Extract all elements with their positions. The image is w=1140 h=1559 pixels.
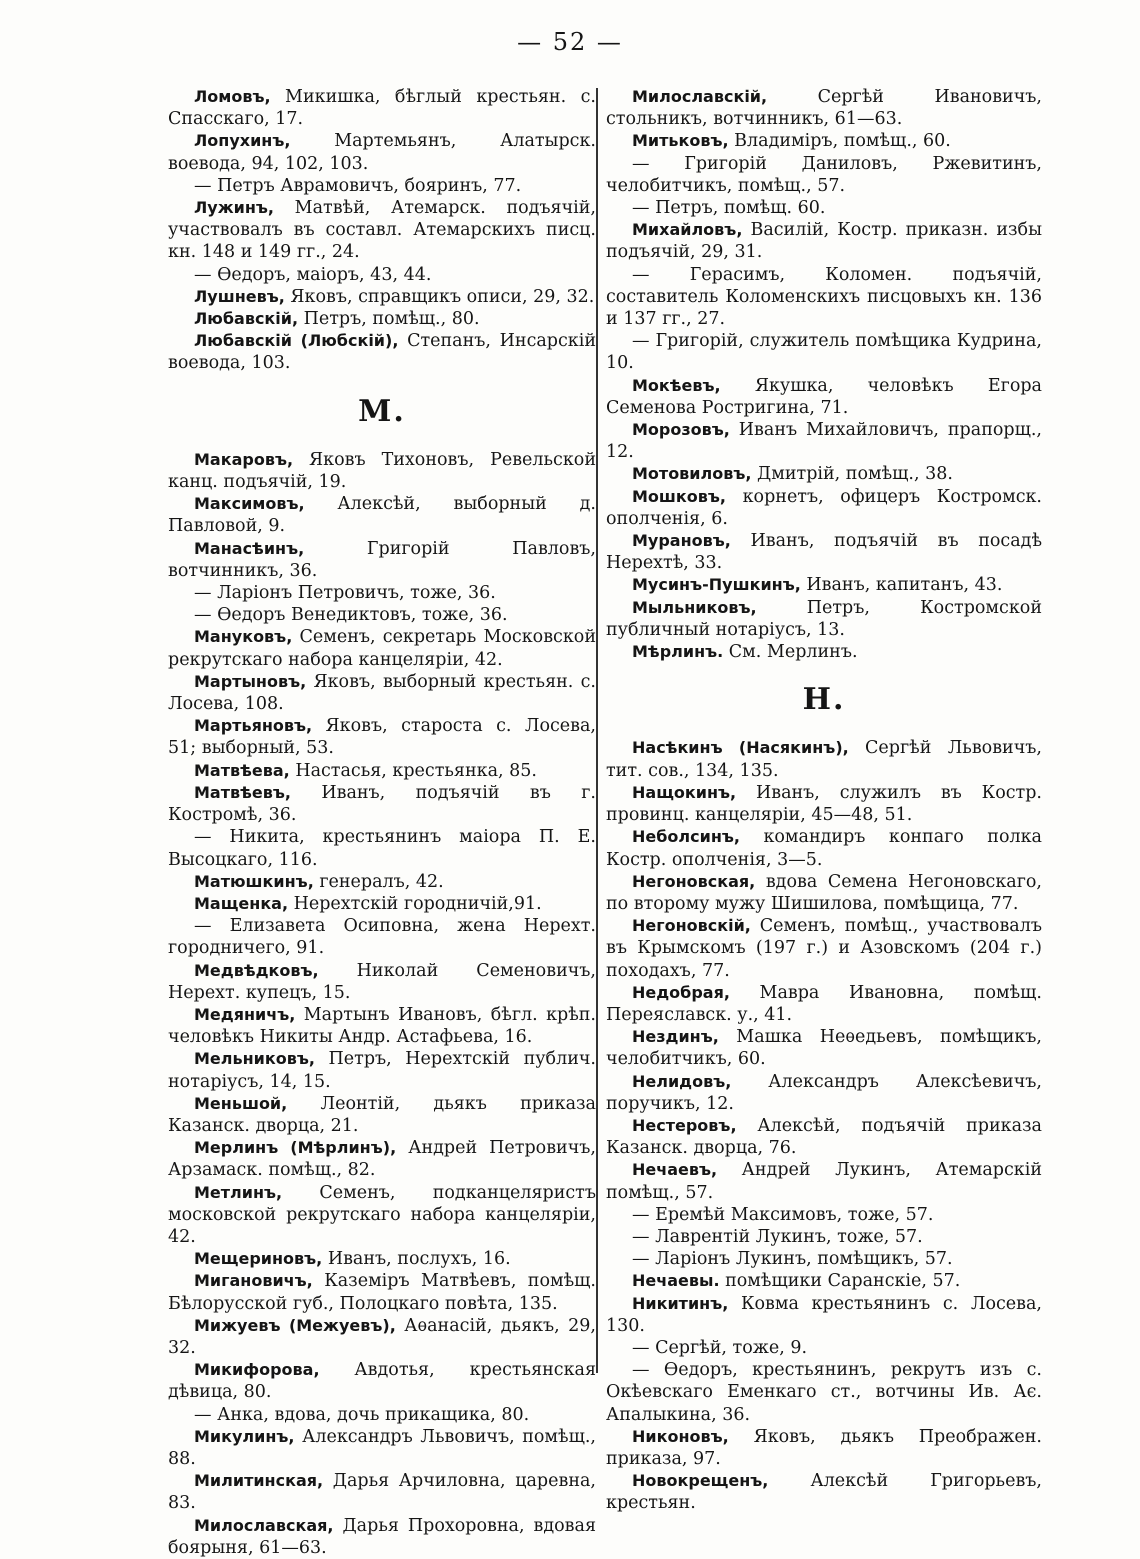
- index-entry: [168, 86, 596, 130]
- index-entry: [606, 486, 1042, 530]
- index-entry: [606, 1426, 1042, 1470]
- entry-text: Александръ Львовичъ, помѣщ., 88.: [168, 1426, 596, 1469]
- entry-text: Андрей Лукинъ, Атемарскій помѣщ., 57.: [606, 1160, 1042, 1203]
- entry-text: Дарья Арчиловна, царевна, 83.: [168, 1471, 596, 1514]
- entry-name: Лужинъ,: [194, 198, 275, 218]
- index-entry: [168, 1515, 596, 1559]
- index-entry: [168, 197, 596, 264]
- entry-name: Мусинъ-Пушкинъ,: [632, 575, 801, 595]
- entry-text: — Григорій Даниловъ, Ржевитинъ, челобитчикъ, помѣщ., 57.: [606, 153, 1042, 196]
- entry-name: Максимовъ,: [194, 494, 305, 514]
- index-entry: [606, 915, 1042, 982]
- entry-text: Алексѣй, подъячій приказа Казанск. дворца, 76.: [606, 1115, 1042, 1159]
- entry-text: Иванъ, послухъ, 16.: [322, 1249, 511, 1270]
- index-entry: [168, 1048, 596, 1092]
- entry-name: Матвѣевъ,: [194, 782, 291, 802]
- index-entry: [606, 463, 1042, 485]
- entry-name: Нелидовъ,: [632, 1071, 732, 1091]
- right-column: [606, 86, 1042, 1515]
- index-entry: [168, 1404, 596, 1426]
- letter-heading-m: М.: [358, 393, 406, 429]
- entry-text: Яковъ, староста с. Лосева, 51; выборный, 53.: [168, 716, 596, 759]
- index-entry: [168, 1137, 596, 1181]
- index-entry: [606, 219, 1042, 263]
- entry-text: Аѳанасій, дьякъ, 29, 32.: [168, 1315, 596, 1358]
- entry-name: Лушневъ,: [194, 286, 285, 306]
- entry-name: Насѣкинъ (Насякинъ),: [632, 738, 849, 758]
- entry-text: — Елизавета Осиповна, жена Нерехт. городничего, 91.: [168, 916, 596, 959]
- entry-name: Новокрещенъ,: [632, 1471, 769, 1491]
- entry-text: Сергѣй Ивановичъ, стольникъ, вотчинникъ, 61—63.: [606, 87, 1042, 130]
- index-entry: [606, 419, 1042, 463]
- entry-name: Мащенка,: [194, 893, 289, 913]
- entry-text: Авдотья, крестьянская дѣвица, 80.: [168, 1360, 596, 1403]
- entry-text: Семенъ, помѣщ., участвовалъ въ Крымскомъ (197 г.) и Азовскомъ (204 г.) походахъ, 77.: [606, 916, 1042, 981]
- entry-name: Мурановъ,: [632, 531, 731, 551]
- entry-name: Неболсинъ,: [632, 827, 740, 847]
- entry-text: — Сергѣй, тоже, 9.: [632, 1337, 808, 1358]
- entry-text: Мартынъ Ивановъ, бѣгл. крѣп. человѣкъ Никиты Андр. Астафьева, 16.: [168, 1004, 596, 1048]
- entry-text: Андрей Петровичъ, Арзамаск. помѣщ., 82.: [168, 1138, 596, 1181]
- entry-text: Мартемьянъ, Алатырск. воевода, 94, 102, 103.: [168, 131, 596, 174]
- index-entry: [606, 1115, 1042, 1159]
- entry-name: Матюшкинъ,: [194, 871, 314, 891]
- entry-text: Ковма крестьянинъ с. Лосева, 130.: [606, 1293, 1042, 1336]
- index-entry: [168, 130, 596, 174]
- index-entry: [168, 286, 596, 308]
- index-entry: [168, 1315, 596, 1359]
- entry-text: Иванъ, подъячій въ г. Костромѣ, 36.: [168, 782, 596, 826]
- entry-name: Нащокинъ,: [632, 782, 737, 802]
- entry-text: — Никита, крестьянинъ маіора П. Е. Высоцкаго, 116.: [168, 827, 596, 870]
- index-entry: [168, 1093, 596, 1137]
- entry-text: — Еремѣй Максимовъ, тоже, 57.: [632, 1204, 934, 1225]
- entry-text: Мавра Ивановна, помѣщ. Переяславск. у., 41.: [606, 982, 1042, 1025]
- index-entry: [606, 86, 1042, 130]
- index-entry: [168, 893, 596, 915]
- index-entry: [606, 574, 1042, 596]
- left-entries-group-1: [168, 86, 596, 375]
- entry-name: Медяничъ,: [194, 1004, 296, 1024]
- index-entry: [606, 1359, 1042, 1426]
- entry-name: Ломовъ,: [194, 87, 271, 106]
- index-entry: [606, 826, 1042, 870]
- entry-text: Владиміръ, помѣщ., 60.: [728, 131, 951, 152]
- entry-text: Степанъ, Инсарскій воевода, 103.: [168, 331, 597, 374]
- entry-text: Алексѣй Григорьевъ, крестьян.: [606, 1471, 1042, 1514]
- entry-text: генералъ, 42.: [313, 871, 444, 892]
- entry-name: Меньшой,: [194, 1093, 288, 1113]
- entry-name: Любавскій,: [194, 309, 299, 329]
- index-entry: [168, 915, 596, 959]
- entry-name: Микулинъ,: [194, 1426, 295, 1446]
- entry-text: Леонтій, дьякъ приказа Казанск. дворца, 21.: [168, 1093, 596, 1136]
- entry-text: — Ларіонъ Лукинъ, помѣщикъ, 57.: [632, 1249, 953, 1270]
- entry-name: Метлинъ,: [194, 1182, 283, 1202]
- index-entry: [606, 1470, 1042, 1514]
- index-entry: [606, 264, 1042, 331]
- entry-text: — Ѳедоръ Венедиктовъ, тоже, 36.: [194, 605, 508, 626]
- index-entry: [168, 582, 596, 604]
- entry-name: Мотовиловъ,: [632, 464, 752, 484]
- entry-name: Милославскій,: [632, 87, 768, 106]
- entry-text: — Ѳедоръ, маіоръ, 43, 44.: [194, 264, 432, 285]
- index-entry: [606, 1293, 1042, 1337]
- index-entry: [606, 130, 1042, 152]
- entry-text: — Григорій, служитель помѣщика Кудрина, 10.: [606, 331, 1042, 374]
- entry-name: Любавскій (Любскій),: [194, 331, 399, 351]
- entry-name: Михайловъ,: [632, 220, 743, 240]
- entry-text: Сергѣй Львовичъ, тит. сов., 134, 135.: [606, 738, 1042, 781]
- entry-text: — Петръ Аврамовичъ, бояринъ, 77.: [194, 175, 522, 196]
- entry-text: См. Мерлинъ.: [723, 642, 858, 663]
- index-entry: [606, 1226, 1042, 1248]
- entry-text: — Герасимъ, Коломен. подъячій, составитель Коломенскихъ писцовыхъ кн. 136 и 137 гг., 27.: [606, 264, 1042, 330]
- entry-text: Машка Неѳедьевъ, помѣщикъ, челобитчикъ, 60.: [606, 1027, 1042, 1070]
- entry-name: Мануковъ,: [194, 627, 293, 647]
- entry-text: — Лаврентій Лукинъ, тоже, 57.: [632, 1226, 923, 1247]
- entry-text: Иванъ Михайловичъ, прапорщ., 12.: [606, 420, 1042, 463]
- entry-text: Настасья, крестьянка, 85.: [289, 760, 537, 781]
- index-entry: [606, 737, 1042, 781]
- entry-text: Иванъ, капитанъ, 43.: [800, 575, 1003, 596]
- index-entry: [168, 671, 596, 715]
- entry-text: Яковъ, выборный крестьян. с. Лосева, 108.: [168, 671, 596, 715]
- left-column: [168, 86, 596, 1559]
- entry-name: Матвѣева,: [194, 760, 290, 780]
- entry-name: Морозовъ,: [632, 420, 730, 440]
- index-entry: [168, 826, 596, 870]
- entry-name: Милитинская,: [194, 1471, 324, 1491]
- entry-name: Мерлинъ (Мѣрлинъ),: [194, 1138, 397, 1158]
- entry-name: Негоновскій,: [632, 916, 751, 936]
- entry-name: Макаровъ,: [194, 449, 294, 469]
- entry-text: — Анка, вдова, дочь прикащика, 80.: [194, 1404, 530, 1425]
- entry-name: Мартьяновъ,: [194, 716, 313, 736]
- entry-name: Митьковъ,: [632, 131, 729, 151]
- index-entry: [606, 1204, 1042, 1226]
- entry-text: помѣщики Саранскіе, 57.: [719, 1271, 961, 1292]
- entry-text: вдова Семена Негоновскаго, по второму мужу Шишилова, помѣщица, 77.: [606, 871, 1042, 914]
- entry-name: Мартыновъ,: [194, 671, 307, 691]
- entry-name: Мельниковъ,: [194, 1049, 315, 1069]
- entry-text: Иванъ, подъячій въ посадѣ Нерехтѣ, 33.: [606, 531, 1042, 574]
- index-entry: [168, 330, 596, 374]
- index-entry: [168, 1470, 596, 1514]
- entry-text: Дарья Прохоровна, вдовая боярыня, 61—63.: [168, 1515, 596, 1558]
- index-entry: [606, 871, 1042, 915]
- index-entry: [606, 1337, 1042, 1359]
- index-entry: [168, 782, 596, 826]
- index-entry: [606, 153, 1042, 197]
- entry-text: Петръ, помѣщ., 80.: [298, 309, 480, 330]
- entry-text: — Ѳедоръ, крестьянинъ, рекрутъ изъ с. Окѣевскаго Еменкаго ст., вотчины Ив. Ає. Апалыкина, 36.: [606, 1360, 1042, 1425]
- index-entry: [168, 626, 596, 670]
- right-entries-group-2: [606, 737, 1042, 1514]
- entry-name: Нечаевы.: [632, 1271, 720, 1291]
- entry-name: Лопухинъ,: [194, 131, 291, 151]
- index-entry: [606, 375, 1042, 419]
- right-entries-group-1: [606, 86, 1042, 663]
- index-entry: [168, 1248, 596, 1270]
- index-entry: [606, 782, 1042, 826]
- index-entry: [168, 449, 596, 493]
- page-number: — 52 —: [517, 28, 623, 56]
- entry-name: Манасѣинъ,: [194, 538, 305, 558]
- entry-name: Мѣрлинъ.: [632, 642, 724, 662]
- entry-name: Мигановичъ,: [194, 1271, 313, 1291]
- index-entry: [168, 1426, 596, 1470]
- entry-text: Яковъ, дьякъ Преображен. приказа, 97.: [606, 1426, 1042, 1469]
- entry-text: командиръ конпаго полка Костр. ополченія, 3—5.: [606, 827, 1042, 870]
- index-entry: [606, 1270, 1042, 1292]
- entry-name: Милославская,: [194, 1515, 334, 1535]
- index-entry: [168, 960, 596, 1004]
- index-entry: [168, 308, 596, 330]
- index-entry: [606, 330, 1042, 374]
- index-entry: [606, 1071, 1042, 1115]
- index-entry: [168, 493, 596, 537]
- column-divider: [596, 88, 598, 1373]
- index-entry: [606, 1248, 1042, 1270]
- entry-text: Семенъ, секретарь Московской рекрутскаго набора канцеляріи, 42.: [168, 627, 596, 670]
- index-entry: [168, 175, 596, 197]
- entry-text: Каземіръ Матвѣевъ, помѣщ. Бѣлорусской губ., Полоцкаго повѣта, 135.: [168, 1271, 596, 1314]
- index-entry: [168, 1270, 596, 1314]
- entry-name: Нестеровъ,: [632, 1115, 737, 1135]
- index-entry: [168, 538, 596, 582]
- entry-name: Медвѣдковъ,: [194, 960, 319, 980]
- entry-text: Александръ Алексѣевичъ, поручикъ, 12.: [606, 1071, 1042, 1114]
- entry-text: Алексѣй, выборный д. Павловой, 9.: [168, 494, 596, 537]
- index-entry: [168, 760, 596, 782]
- index-entry: [168, 715, 596, 759]
- index-entry: [606, 597, 1042, 641]
- entry-text: Иванъ, служилъ въ Костр. провинц. канцеляріи, 45—48, 51.: [606, 782, 1042, 826]
- index-entry: [168, 1182, 596, 1249]
- index-entry: [168, 604, 596, 626]
- entry-text: Дмитрій, помѣщ., 38.: [751, 464, 953, 485]
- entry-text: Василій, Костр. приказн. избы подъячій, 29, 31.: [606, 220, 1042, 263]
- entry-name: Негоновская,: [632, 871, 756, 891]
- entry-text: — Ларіонъ Петровичъ, тоже, 36.: [194, 583, 496, 604]
- entry-name: Мижуевъ (Межуевъ),: [194, 1315, 396, 1335]
- entry-text: Семенъ, подканцеляристъ московской рекрутскаго набора канцеляріи, 42.: [168, 1182, 596, 1247]
- entry-text: Якушка, человѣкъ Егора Семенова Ростригина, 71.: [606, 375, 1042, 418]
- entry-text: Григорій Павловъ, вотчинникъ, 36.: [168, 538, 596, 581]
- index-entry: [606, 1026, 1042, 1070]
- letter-heading-n: Н.: [802, 682, 846, 718]
- left-entries-group-2: [168, 449, 596, 1559]
- entry-text: Матвѣй, Атемарск. подъячій, участвовалъ въ составл. Атемарскихъ писц. кн. 148 и 149 гг., 24.: [168, 198, 596, 263]
- entry-name: Мокѣевъ,: [632, 375, 721, 395]
- entry-text: Микишка, бѣглый крестьян. с. Спасскаго, 17.: [168, 87, 596, 130]
- entry-name: Никоновъ,: [632, 1426, 729, 1446]
- index-entry: [168, 264, 596, 286]
- entry-name: Нездинъ,: [632, 1027, 719, 1047]
- index-entry: [606, 197, 1042, 219]
- index-entry: [168, 1004, 596, 1048]
- index-entry: [606, 641, 1042, 663]
- entry-text: Николай Семеновичъ, Нерехт. купецъ, 15.: [168, 960, 596, 1003]
- entry-name: Мещериновъ,: [194, 1249, 323, 1269]
- entry-text: Яковъ Тихоновъ, Ревельской канц. подъячій, 19.: [168, 449, 596, 493]
- entry-text: — Петръ, помѣщ. 60.: [632, 198, 826, 219]
- entry-text: Петръ, Костромской публичный нотаріусъ, 13.: [606, 597, 1042, 640]
- entry-name: Микифорова,: [194, 1360, 320, 1380]
- entry-text: корнетъ, офицеръ Костромск. ополченія, 6.: [606, 486, 1042, 529]
- entry-name: Нечаевъ,: [632, 1160, 718, 1180]
- index-entry: [606, 530, 1042, 574]
- entry-text: Петръ, Нерехтскій публич. нотаріусъ, 14, 15.: [168, 1049, 596, 1092]
- index-entry: [168, 1359, 596, 1403]
- entry-text: Нерехтскій городничій,91.: [288, 893, 542, 914]
- entry-name: Никитинъ,: [632, 1293, 729, 1313]
- entry-text: Яковъ, справщикъ описи, 29, 32.: [284, 286, 595, 307]
- index-entry: [606, 982, 1042, 1026]
- entry-name: Мыльниковъ,: [632, 597, 757, 617]
- index-entry: [606, 1159, 1042, 1203]
- index-entry: [168, 871, 596, 893]
- entry-name: Мошковъ,: [632, 486, 726, 506]
- entry-name: Недобрая,: [632, 982, 730, 1002]
